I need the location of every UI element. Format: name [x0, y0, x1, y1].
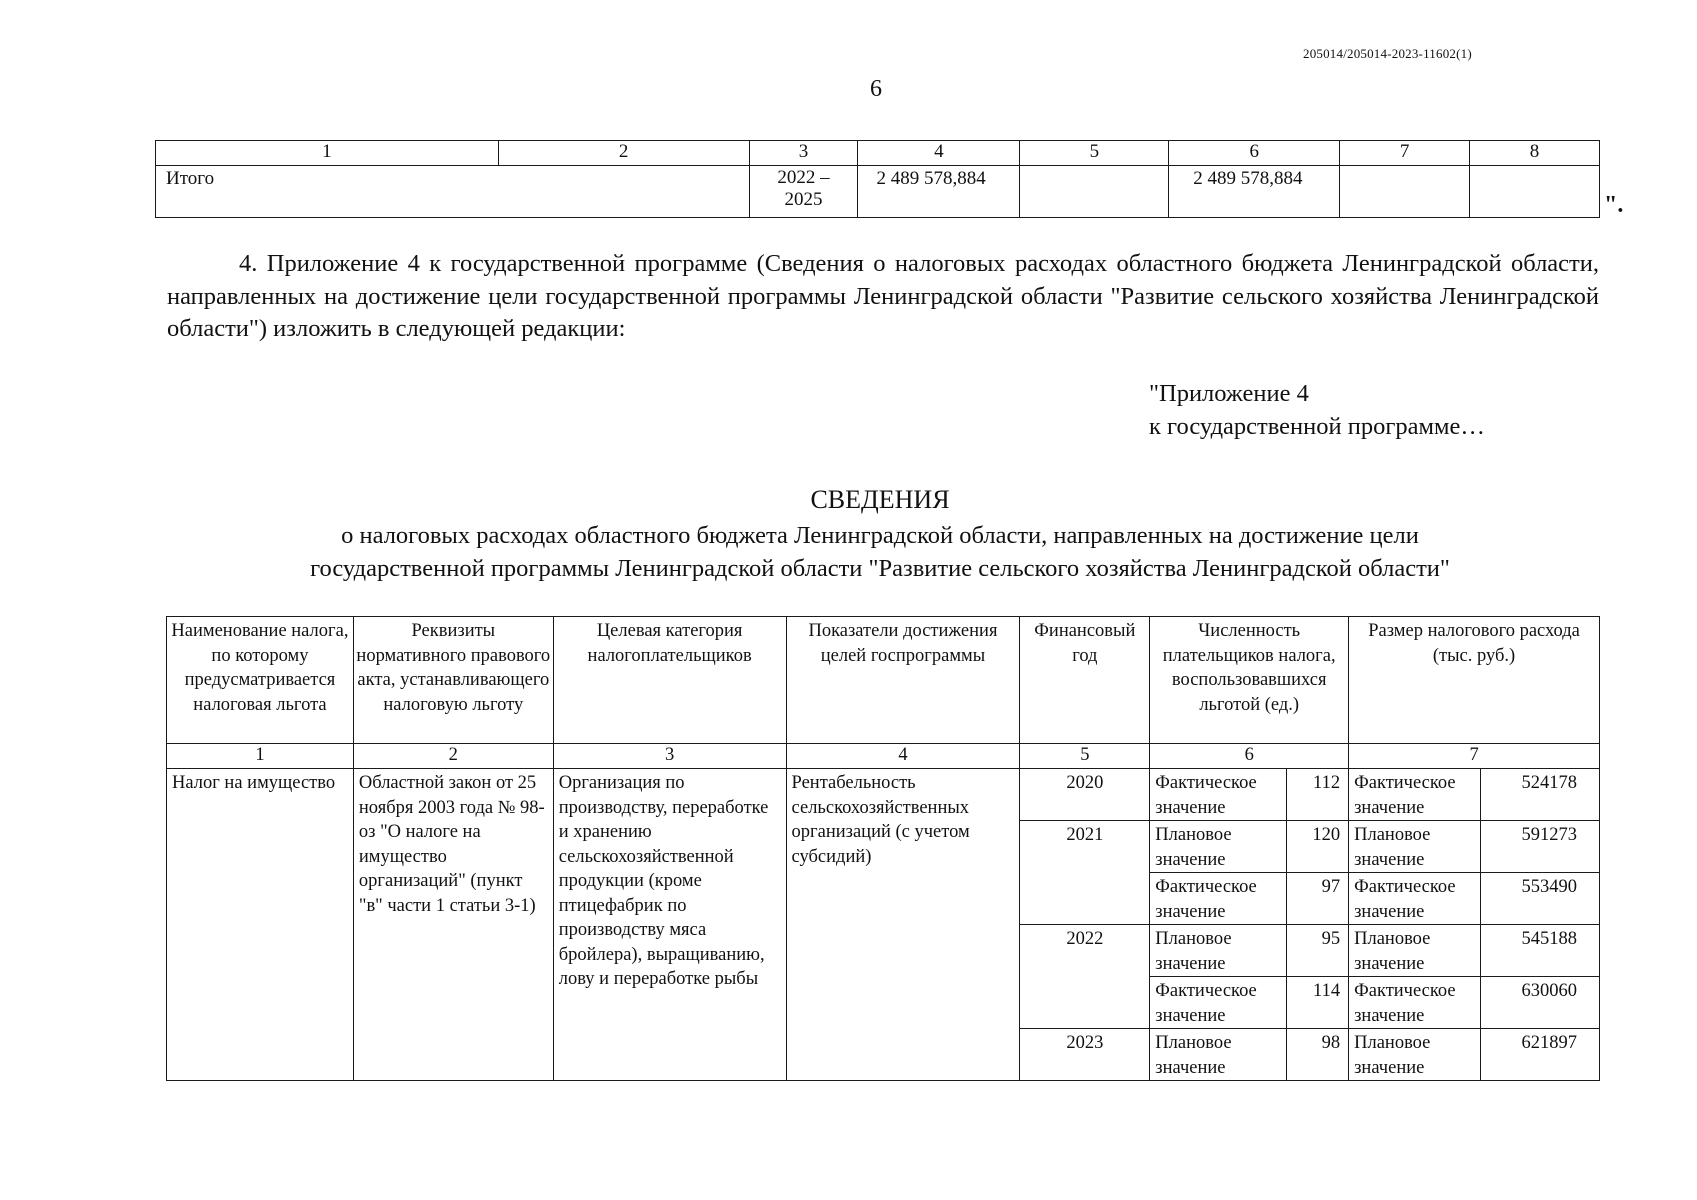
- value-kind-cell: Фактическое значение: [1150, 977, 1287, 1029]
- col-number: 5: [1020, 744, 1150, 769]
- col-number: 5: [1020, 141, 1169, 166]
- col-number: 6: [1150, 744, 1349, 769]
- col-number: 3: [553, 744, 786, 769]
- total-col7: [1340, 166, 1470, 218]
- value-kind-cell: Плановое значение: [1150, 925, 1287, 977]
- col-number: 3: [749, 141, 858, 166]
- col-number: 2: [353, 744, 553, 769]
- col-number: 1: [156, 141, 499, 166]
- payer-count-cell: 114: [1287, 977, 1349, 1029]
- value-kind-cell: Плановое значение: [1150, 1029, 1287, 1081]
- table-row: [167, 769, 1600, 821]
- period-end: 2025: [784, 189, 823, 210]
- value-kind-cell: Плановое значение: [1150, 821, 1287, 873]
- value-kind-cell: Плановое значение: [1349, 1029, 1481, 1081]
- col-number: 8: [1470, 141, 1600, 166]
- legal-act-cell: Областной закон от 25 ноября 2003 года № 98-оз "О налоге на имущество организаций" (пункт "в" части 1 статьи 3-1): [353, 769, 553, 1081]
- header-row: [167, 617, 1600, 744]
- paragraph-4: 4. Приложение 4 к государственной программе (Сведения о налоговых расходах областного бюджета Ленинградской области, направленных на достижение цели государственной программы Ленинградской области "Развитие сельского хозяйства Ленинградской области") изложить в следующей редакции:: [167, 250, 1599, 342]
- value-kind-cell: Плановое значение: [1349, 821, 1481, 873]
- closing-quote: ".: [1604, 192, 1624, 218]
- col-number: 1: [167, 744, 354, 769]
- total-col6: 2 489 578,884: [1169, 166, 1340, 218]
- section-subtitle-line-2: государственной программы Ленинградской области "Развитие сельского хозяйства Ленинградской области": [310, 555, 1450, 582]
- header-expenditure-size: Размер налогового расхода (тыс. руб.): [1349, 617, 1600, 744]
- value-kind-cell: Фактическое значение: [1349, 769, 1481, 821]
- tax-expenditure-table: [166, 616, 1600, 1081]
- header-legal-act: Реквизиты нормативного правового акта, устанавливающего налоговую льготу: [353, 617, 553, 744]
- target-category-cell: Организация по производству, переработке и хранению сельскохозяйственной продукции (кроме птицефабрик по производству мяса бройлера), выращиванию, лову и переработке рыбы: [553, 769, 786, 1081]
- payer-count-cell: 98: [1287, 1029, 1349, 1081]
- period-start: 2022 –: [777, 167, 830, 188]
- header-indicators: Показатели достижения целей госпрограммы: [786, 617, 1020, 744]
- amount-cell: 630060: [1481, 977, 1600, 1029]
- total-col5: [1020, 166, 1169, 218]
- value-kind-cell: Фактическое значение: [1150, 769, 1287, 821]
- appendix-reference-line-2: к государственной программе…: [1149, 413, 1485, 440]
- total-col4: 2 489 578,884: [858, 166, 1020, 218]
- payer-count-cell: 97: [1287, 873, 1349, 925]
- total-period: [749, 166, 858, 218]
- payer-count-cell: 112: [1287, 769, 1349, 821]
- total-row: [156, 166, 1600, 218]
- fiscal-year-cell: 2022: [1020, 925, 1150, 1029]
- header-payer-count: Численность плательщиков налога, воспользовавшихся льготой (ед.): [1150, 617, 1349, 744]
- column-number-row: [167, 744, 1600, 769]
- section-subtitle-line-1: о налоговых расходах областного бюджета Ленинградской области, направленных на достижение цели: [341, 522, 1419, 549]
- tax-name-cell: Налог на имущество: [167, 769, 354, 1081]
- header-fiscal-year: Финансовый год: [1020, 617, 1150, 744]
- header-tax-name: Наименование налога, по которому предусматривается налоговая льгота: [167, 617, 354, 744]
- payer-count-cell: 95: [1287, 925, 1349, 977]
- col-number: 7: [1340, 141, 1470, 166]
- total-label: Итого: [156, 166, 750, 218]
- payer-count-cell: 120: [1287, 821, 1349, 873]
- section-title: СВЕДЕНИЯ: [810, 485, 950, 514]
- value-kind-cell: Фактическое значение: [1349, 873, 1481, 925]
- fiscal-year-cell: 2020: [1020, 769, 1150, 821]
- amount-cell: 621897: [1481, 1029, 1600, 1081]
- column-number-row: [156, 141, 1600, 166]
- value-kind-cell: Фактическое значение: [1150, 873, 1287, 925]
- amount-cell: 524178: [1481, 769, 1600, 821]
- amount-cell: 553490: [1481, 873, 1600, 925]
- amount-cell: 591273: [1481, 821, 1600, 873]
- total-col8: [1470, 166, 1600, 218]
- col-number: 2: [498, 141, 749, 166]
- col-number: 4: [858, 141, 1020, 166]
- fiscal-year-cell: 2023: [1020, 1029, 1150, 1081]
- fiscal-year-cell: 2021: [1020, 821, 1150, 925]
- document-code: 205014/205014-2023-11602(1): [1303, 46, 1472, 61]
- indicator-cell: Рентабельность сельскохозяйственных организаций (с учетом субсидий): [786, 769, 1020, 1081]
- totals-table: [155, 140, 1600, 218]
- amount-cell: 545188: [1481, 925, 1600, 977]
- appendix-reference-line-1: "Приложение 4: [1149, 380, 1309, 407]
- page-number: 6: [870, 76, 882, 102]
- col-number: 6: [1169, 141, 1340, 166]
- header-target-category: Целевая категория налогоплательщиков: [553, 617, 786, 744]
- col-number: 4: [786, 744, 1020, 769]
- value-kind-cell: Фактическое значение: [1349, 977, 1481, 1029]
- col-number: 7: [1349, 744, 1600, 769]
- value-kind-cell: Плановое значение: [1349, 925, 1481, 977]
